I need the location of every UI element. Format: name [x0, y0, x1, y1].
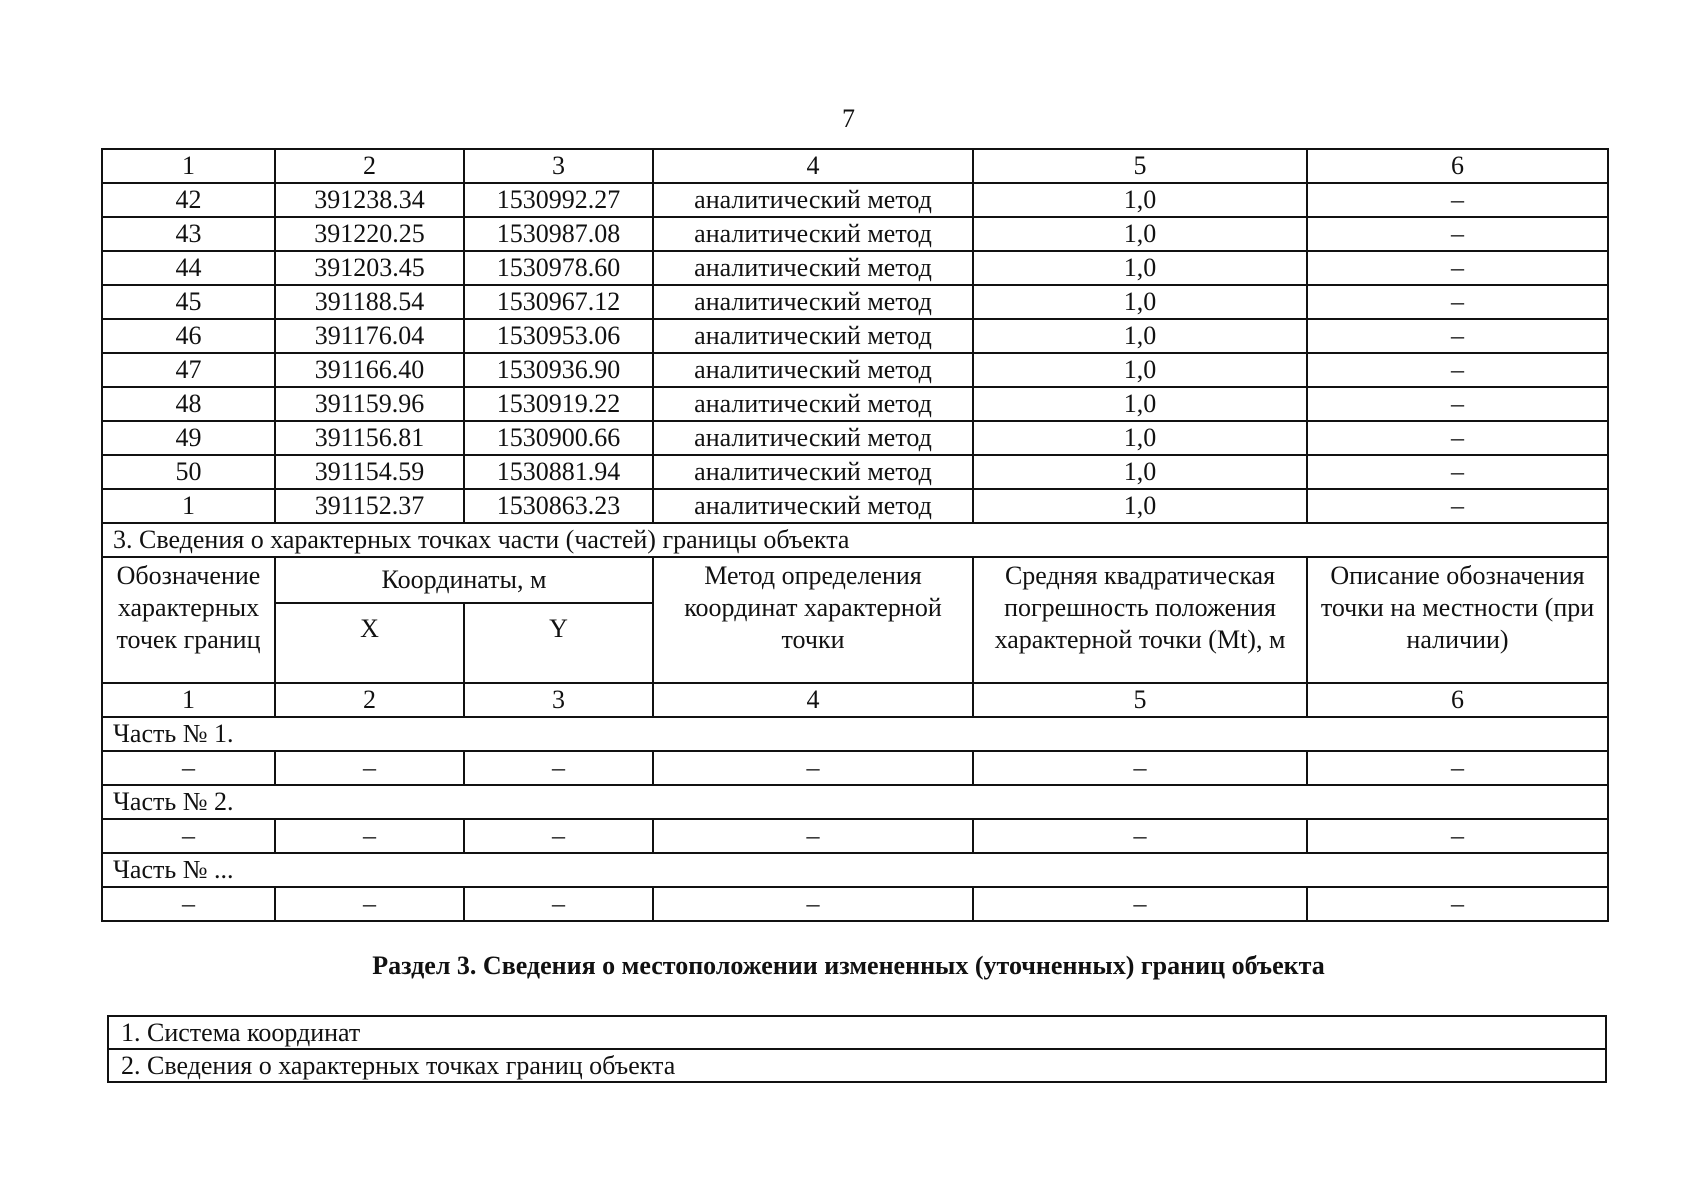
table-row — [102, 421, 1608, 455]
part-values-row — [102, 819, 1608, 853]
part-value: – — [464, 887, 653, 921]
method: аналитический метод — [653, 251, 973, 285]
error-value: 1,0 — [973, 251, 1307, 285]
coordinate-x: 391203.45 — [275, 251, 464, 285]
method: аналитический метод — [653, 387, 973, 421]
table-row — [102, 455, 1608, 489]
description: – — [1307, 421, 1608, 455]
part-label: Часть № 1. — [102, 717, 1608, 751]
coordinate-x: 391159.96 — [275, 387, 464, 421]
coordinate-x: 391220.25 — [275, 217, 464, 251]
description: – — [1307, 285, 1608, 319]
method: аналитический метод — [653, 319, 973, 353]
method: аналитический метод — [653, 353, 973, 387]
section-3-row: 2. Сведения о характерных точках границ объекта — [108, 1049, 1606, 1082]
column-number: 3 — [464, 683, 653, 717]
header-description: Описание обозначения точки на местности (при наличии) — [1307, 557, 1608, 683]
section-3-title: Раздел 3. Сведения о местоположении измененных (уточненных) границ объекта — [372, 951, 1325, 980]
point-number: 1 — [102, 489, 275, 523]
point-number: 48 — [102, 387, 275, 421]
table-row — [102, 387, 1608, 421]
table-row — [102, 319, 1608, 353]
coordinate-x: 391238.34 — [275, 183, 464, 217]
coordinate-y: 1530881.94 — [464, 455, 653, 489]
method: аналитический метод — [653, 183, 973, 217]
header-error: Средняя квадратическая погрешность положения характерной точки (Mt), м — [973, 557, 1307, 683]
part-value: – — [653, 819, 973, 853]
description: – — [1307, 455, 1608, 489]
point-number: 44 — [102, 251, 275, 285]
description: – — [1307, 387, 1608, 421]
part-values-row — [102, 751, 1608, 785]
error-value: 1,0 — [973, 319, 1307, 353]
coordinate-y: 1530987.08 — [464, 217, 653, 251]
coordinate-y: 1530936.90 — [464, 353, 653, 387]
part-label-row — [102, 785, 1608, 819]
part-label: Часть № 2. — [102, 785, 1608, 819]
part-label: Часть № ... — [102, 853, 1608, 887]
point-number: 45 — [102, 285, 275, 319]
coordinate-x: 391152.37 — [275, 489, 464, 523]
coordinate-y: 1530978.60 — [464, 251, 653, 285]
coordinate-x: 391176.04 — [275, 319, 464, 353]
part-value: – — [102, 887, 275, 921]
header-designation: Обозначение характерных точек границ — [102, 557, 275, 683]
part-value: – — [973, 819, 1307, 853]
part-value: – — [102, 819, 275, 853]
part-value: – — [973, 751, 1307, 785]
coordinate-x: 391156.81 — [275, 421, 464, 455]
column-number: 6 — [1307, 149, 1608, 183]
part-value: – — [464, 819, 653, 853]
section-3-table — [107, 1015, 1607, 1083]
coordinate-x: 391188.54 — [275, 285, 464, 319]
table-row — [102, 285, 1608, 319]
description: – — [1307, 353, 1608, 387]
coordinate-y: 1530863.23 — [464, 489, 653, 523]
description: – — [1307, 489, 1608, 523]
error-value: 1,0 — [973, 421, 1307, 455]
table-row — [108, 1049, 1606, 1082]
part-value: – — [653, 887, 973, 921]
part-value: – — [102, 751, 275, 785]
parts-section-title: 3. Сведения о характерных точках части (частей) границы объекта — [102, 523, 1608, 557]
header-y: Y — [464, 603, 653, 683]
part-value: – — [275, 887, 464, 921]
header-coordinates: Координаты, м — [275, 557, 653, 603]
description: – — [1307, 319, 1608, 353]
method: аналитический метод — [653, 217, 973, 251]
coordinate-x: 391166.40 — [275, 353, 464, 387]
part-value: – — [464, 751, 653, 785]
table-row — [102, 489, 1608, 523]
column-number: 4 — [653, 683, 973, 717]
description: – — [1307, 217, 1608, 251]
point-number: 50 — [102, 455, 275, 489]
error-value: 1,0 — [973, 489, 1307, 523]
error-value: 1,0 — [973, 353, 1307, 387]
part-values-row — [102, 887, 1608, 921]
point-number: 43 — [102, 217, 275, 251]
section-3-row: 1. Система координат — [108, 1016, 1606, 1049]
column-number-row — [102, 149, 1608, 183]
table-row — [102, 217, 1608, 251]
column-number-row — [102, 683, 1608, 717]
table-row — [108, 1016, 1606, 1049]
page-number: 7 — [842, 104, 855, 133]
column-number: 5 — [973, 149, 1307, 183]
part-value: – — [973, 887, 1307, 921]
method: аналитический метод — [653, 489, 973, 523]
method: аналитический метод — [653, 285, 973, 319]
point-number: 46 — [102, 319, 275, 353]
coordinate-y: 1530900.66 — [464, 421, 653, 455]
error-value: 1,0 — [973, 387, 1307, 421]
error-value: 1,0 — [973, 455, 1307, 489]
part-value: – — [275, 819, 464, 853]
part-label-row — [102, 717, 1608, 751]
header-method: Метод определения координат характерной точки — [653, 557, 973, 683]
coordinate-y: 1530967.12 — [464, 285, 653, 319]
column-number: 3 — [464, 149, 653, 183]
section-heading-row — [102, 523, 1608, 557]
part-value: – — [1307, 751, 1608, 785]
coordinate-y: 1530953.06 — [464, 319, 653, 353]
point-number: 42 — [102, 183, 275, 217]
table-row — [102, 353, 1608, 387]
description: – — [1307, 183, 1608, 217]
description: – — [1307, 251, 1608, 285]
table-row — [102, 251, 1608, 285]
coordinate-y: 1530919.22 — [464, 387, 653, 421]
column-number: 2 — [275, 149, 464, 183]
part-value: – — [275, 751, 464, 785]
header-row — [102, 557, 1608, 603]
header-x: X — [275, 603, 464, 683]
method: аналитический метод — [653, 455, 973, 489]
column-number: 1 — [102, 683, 275, 717]
column-number: 6 — [1307, 683, 1608, 717]
point-number: 49 — [102, 421, 275, 455]
column-number: 2 — [275, 683, 464, 717]
part-value: – — [1307, 887, 1608, 921]
part-label-row — [102, 853, 1608, 887]
column-number: 5 — [973, 683, 1307, 717]
coordinate-y: 1530992.27 — [464, 183, 653, 217]
column-number: 1 — [102, 149, 275, 183]
part-value: – — [653, 751, 973, 785]
column-number: 4 — [653, 149, 973, 183]
error-value: 1,0 — [973, 217, 1307, 251]
table-row — [102, 183, 1608, 217]
error-value: 1,0 — [973, 183, 1307, 217]
coordinate-x: 391154.59 — [275, 455, 464, 489]
error-value: 1,0 — [973, 285, 1307, 319]
point-number: 47 — [102, 353, 275, 387]
coordinates-table — [101, 148, 1609, 922]
part-value: – — [1307, 819, 1608, 853]
method: аналитический метод — [653, 421, 973, 455]
